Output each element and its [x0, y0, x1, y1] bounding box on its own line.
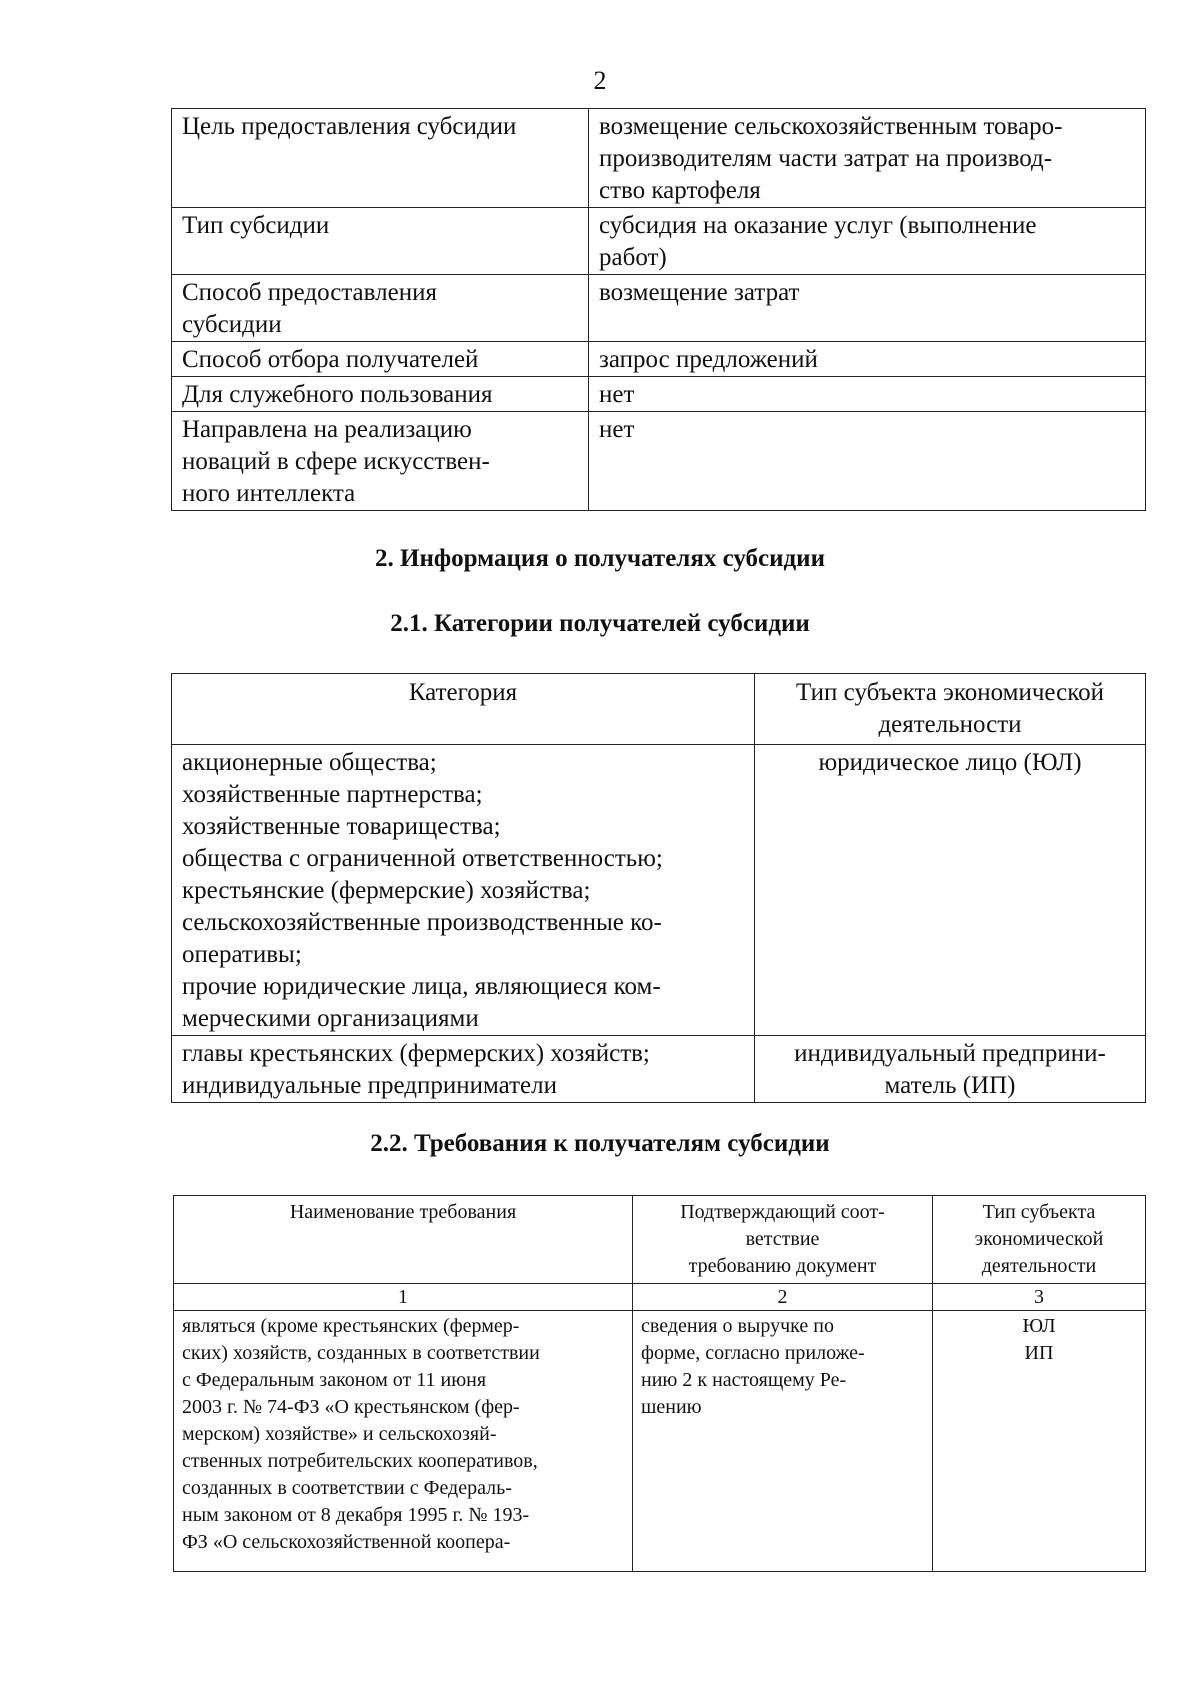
row-label: Для служебного пользования — [172, 377, 589, 412]
entity-type-cell: ЮЛ ИП — [933, 1311, 1146, 1572]
table-row — [172, 109, 1146, 208]
table-row — [174, 1311, 1146, 1572]
column-header-document: Подтверждающий соот- ветствие требованию документ — [633, 1196, 933, 1284]
categories-table — [171, 673, 1146, 1103]
column-header-category: Категория — [172, 674, 755, 745]
column-number: 2 — [633, 1284, 933, 1311]
table-row — [172, 745, 1146, 1036]
requirement-cell: являться (кроме крестьянских (фермер- ских) хозяйств, созданных в соответствии с Федеральным законом от 11 июня 2003 г. № 74-ФЗ «О крестьянском (фер- мерском) хозяйстве» и сельскохозяй- ственных потребительских кооперативов, созданных в соответствии с Федераль- ным законом от 8 декабря 1995 г. № 193- ФЗ «О сельскохозяйственной коопера- — [174, 1311, 633, 1572]
row-value: нет — [589, 412, 1146, 511]
section-2-heading: 2. Информация о получателях субсидии — [375, 545, 825, 572]
column-header-requirement: Наименование требования — [174, 1196, 633, 1284]
table-header-row — [172, 674, 1146, 745]
table-row — [172, 275, 1146, 342]
row-value: возмещение затрат — [589, 275, 1146, 342]
document-cell: сведения о выручке по форме, согласно приложе- нию 2 к настоящему Ре- шению — [633, 1311, 933, 1572]
row-label: Цель предоставления субсидии — [172, 109, 589, 208]
row-value: запрос предложений — [589, 342, 1146, 377]
row-label: Тип субсидии — [172, 208, 589, 275]
table-row — [172, 208, 1146, 275]
row-label: Направлена на реализацию новаций в сфере искусствен- ного интеллекта — [172, 412, 589, 511]
row-value: нет — [589, 377, 1146, 412]
section-2-1-heading: 2.1. Категории получателей субсидии — [390, 610, 810, 637]
category-cell: главы крестьянских (фермерских) хозяйств; индивидуальные предприниматели — [172, 1036, 755, 1103]
table-row — [172, 377, 1146, 412]
table-header-row — [174, 1196, 1146, 1284]
requirements-table — [173, 1195, 1146, 1572]
column-number: 1 — [174, 1284, 633, 1311]
page-number: 2 — [593, 66, 607, 95]
entity-type-cell: юридическое лицо (ЮЛ) — [755, 745, 1146, 1036]
column-header-entity-type: Тип субъекта экономической деятельности — [933, 1196, 1146, 1284]
entity-type-cell: индивидуальный предприни- матель (ИП) — [755, 1036, 1146, 1103]
column-number-row — [174, 1284, 1146, 1311]
row-label: Способ предоставления субсидии — [172, 275, 589, 342]
row-label: Способ отбора получателей — [172, 342, 589, 377]
section-2-2-heading: 2.2. Требования к получателям субсидии — [370, 1130, 830, 1157]
category-cell: акционерные общества; хозяйственные партнерства; хозяйственные товарищества; общества с ограниченной ответственностью; крестьянские (фермерские) хозяйства; сельскохозяйственные производственные ко- оперативы; прочие юридические лица, являющиеся ком- мерческими организациями — [172, 745, 755, 1036]
column-number: 3 — [933, 1284, 1146, 1311]
column-header-entity-type: Тип субъекта экономической деятельности — [755, 674, 1146, 745]
subsidy-info-table — [171, 108, 1146, 511]
table-row — [172, 1036, 1146, 1103]
table-row — [172, 412, 1146, 511]
row-value: субсидия на оказание услуг (выполнение работ) — [589, 208, 1146, 275]
table-row — [172, 342, 1146, 377]
row-value: возмещение сельскохозяйственным товаро- производителям части затрат на производ- ство картофеля — [589, 109, 1146, 208]
